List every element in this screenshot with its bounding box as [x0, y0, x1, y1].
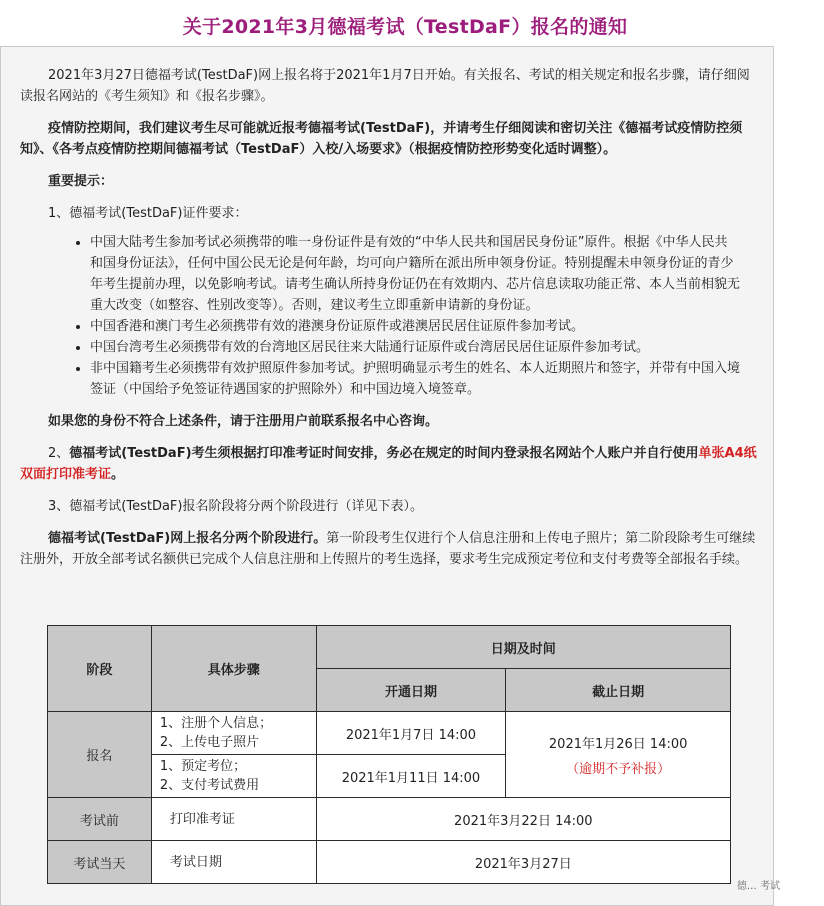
corner-text: 德… 考试 [736, 881, 780, 892]
intro-paragraph: 2021年3月27日德福考试(TestDaF)网上报名将于2021年1月7日开始。有关报名、考试的相关规定和报名步骤，请仔细阅读报名网站的《考生须知》和《报名步骤》。 [20, 68, 750, 104]
item2-red-text: 单张A4纸双面打印准考证 [20, 446, 757, 482]
exam-day-step: 考试日期 [151, 841, 316, 884]
stage-registration: 报名 [48, 712, 152, 798]
item2-paragraph [20, 443, 758, 485]
exam-day-date: 2021年3月27日 [316, 841, 730, 884]
registration-open-2: 2021年1月11日 14:00 [316, 755, 506, 798]
header-steps: 具体步骤 [151, 626, 316, 712]
header-stage: 阶段 [48, 626, 152, 712]
notice-content [20, 65, 758, 570]
pandemic-notice: 疫情防控期间，我们建议考生尽可能就近报考德福考试(TestDaF)，并请考生仔细阅读和密切关注《德福考试疫情防控须知》、《各考点疫情防控期间德福考试（TestDaF）入校/入场要求》（根据疫情防控形势变化适时调整）。 [20, 121, 743, 157]
pre-exam-date: 2021年3月22日 14:00 [316, 798, 730, 841]
step-text: 1、预定考位； [159, 759, 247, 774]
close-date: 2021年1月26日 14:00 [548, 736, 688, 752]
header-open-date: 开通日期 [316, 669, 506, 712]
table-row [48, 841, 731, 884]
id-requirements-list [20, 232, 740, 400]
stage-exam-day: 考试当天 [48, 841, 152, 884]
registration-open-1: 2021年1月7日 14:00 [316, 712, 506, 755]
item2-prefix: 2、 [48, 446, 70, 461]
step-text: 1、注册个人信息； [159, 716, 273, 731]
table-row [48, 626, 731, 669]
item2-suffix: 。 [111, 467, 125, 482]
important-heading: 重要提示： [48, 174, 114, 189]
stages-rest-text: 第一阶段考生仅进行个人信息注册和上传电子照片；第二阶段除考生可继续注册外，开放全部考试名额供已完成个人信息注册和上传照片的考生选择，要求考生完成预定考位和支付考费等全部报名手续。 [20, 531, 756, 567]
list-item: • 中国香港和澳门考生必须携带有效的港澳身份证原件或港澳居民居住证原件参加考试。 [90, 316, 740, 337]
page-title: 关于2021年3月德福考试（TestDaF）报名的通知 [182, 16, 628, 38]
stage-pre-exam: 考试前 [48, 798, 152, 841]
list-item: • 中国台湾考生必须携带有效的台湾地区居民往来大陆通行证原件或台湾居民居住证原件参加考试。 [90, 337, 740, 358]
header-datetime: 日期及时间 [316, 626, 730, 669]
stages-bold-text: 德福考试(TestDaF)网上报名分两个阶段进行。 [48, 531, 327, 546]
registration-steps-2 [151, 755, 316, 798]
registration-close [506, 712, 731, 798]
list-item: • 中国大陆考生参加考试必须携带的唯一身份证件是有效的“中华人民共和国居民身份证”原件。根据《中华人民共和国身份证法》，任何中国公民无论是何年龄，均可向户籍所在派出所申领身份证。特别提醒未申领身份证的青少年考生提前办理，以免影响考试。请考生确认所持身份证仍在有效期内、芯片信息读取功能正常、本人当前相貌无重大改变（如整容、性别改变等）。否则，建议考生立即重新申请新的身份证。 [90, 232, 740, 316]
table-row [48, 798, 731, 841]
list-item: • 非中国籍考生必须携带有效护照原件参加考试。护照明确显示考生的姓名、本人近期照片和签字，并带有中国入境签证（中国给予免签证待遇国家的护照除外）和中国边境入境签章。 [90, 358, 740, 400]
registration-steps-1 [151, 712, 316, 755]
item1-heading: 1、德福考试(TestDaF)证件要求： [48, 206, 248, 221]
schedule-table [47, 625, 731, 884]
header-close-date: 截止日期 [506, 669, 731, 712]
step-text: 2、上传电子照片 [159, 735, 260, 750]
step-text: 2、支付考试费用 [159, 778, 260, 793]
stages-paragraph [20, 528, 758, 570]
late-note: （逾期不予补报） [566, 761, 671, 777]
table-row [48, 712, 731, 755]
item2-bold-text: 德福考试(TestDaF)考生须根据打印准考证时间安排，务必在规定的时间内登录报名网站个人账户并自行使用 [69, 446, 699, 461]
id-condition-note: 如果您的身份不符合上述条件，请于注册用户前联系报名中心咨询。 [48, 414, 439, 429]
pre-exam-step: 打印准考证 [151, 798, 316, 841]
notice-panel [0, 46, 774, 906]
item3-paragraph: 3、德福考试(TestDaF)报名阶段将分两个阶段进行（详见下表）。 [48, 499, 423, 514]
